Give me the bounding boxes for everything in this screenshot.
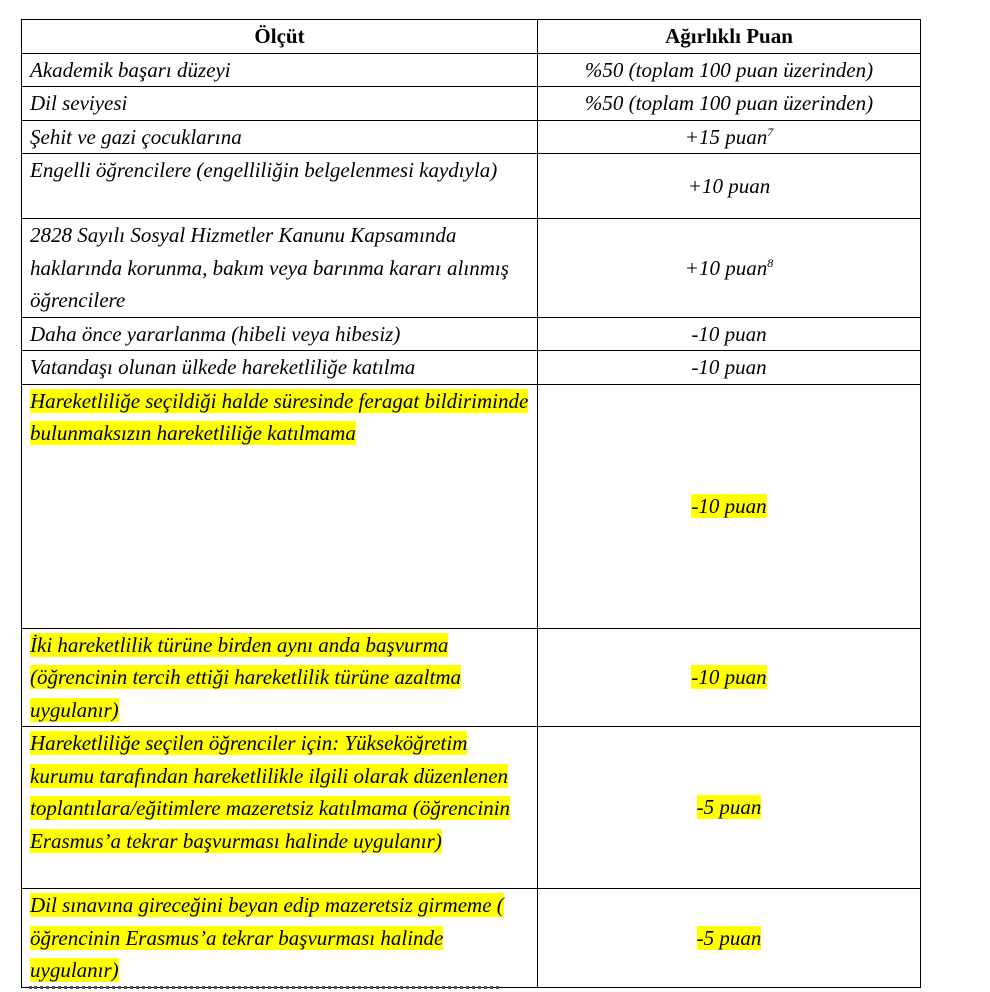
score-cell bbox=[538, 628, 921, 727]
table-row bbox=[22, 317, 921, 351]
table-row bbox=[22, 219, 921, 318]
cut-off-text-fragment bbox=[29, 986, 499, 992]
criterion-text: Daha önce yararlanma (hibeli veya hibesiz) bbox=[30, 321, 401, 346]
score-cell bbox=[538, 889, 921, 988]
footnote-marker: 7 bbox=[767, 124, 774, 139]
criterion-text: Engelli öğrencilere (engelliliğin belgelenmesi kaydıyla) bbox=[30, 158, 498, 182]
score-text: +15 puan bbox=[684, 124, 768, 149]
criterion-text: Vatandaşı olunan ülkede hareketliliğe katılma bbox=[30, 355, 416, 379]
criterion-column-header: Ölçüt bbox=[22, 20, 538, 54]
criterion-text: Şehit ve gazi çocuklarına bbox=[30, 124, 242, 149]
highlighted-score-text: -5 puan bbox=[696, 925, 762, 950]
criterion-cell bbox=[22, 727, 538, 889]
criterion-cell bbox=[22, 384, 538, 628]
criterion-cell bbox=[22, 219, 538, 318]
criteria-table bbox=[21, 19, 921, 988]
table-row bbox=[22, 384, 921, 628]
cut-off-text-line bbox=[29, 986, 499, 992]
criterion-cell bbox=[22, 317, 538, 351]
highlighted-criterion-text: Dil sınavına gireceğini beyan edip mazeretsiz girmeme ( öğrencinin Erasmus’a tekrar başvurması halinde uygulanır) bbox=[30, 893, 504, 982]
score-cell bbox=[538, 120, 921, 154]
highlighted-score-text: -5 puan bbox=[696, 795, 762, 820]
highlighted-criterion-text: İki hareketlilik türüne birden aynı anda başvurma (öğrencinin tercih ettiği hareketlilik türüne azaltma uygulanır) bbox=[30, 632, 461, 722]
highlighted-score-text: -10 puan bbox=[691, 493, 767, 518]
table-header-row bbox=[22, 20, 921, 54]
score-text: -10 puan bbox=[691, 321, 767, 346]
criterion-cell bbox=[22, 120, 538, 154]
criterion-text: Dil seviyesi bbox=[30, 91, 128, 115]
criterion-cell bbox=[22, 87, 538, 121]
score-text: -10 puan bbox=[691, 355, 767, 379]
criterion-cell bbox=[22, 154, 538, 219]
score-column-header: Ağırlıklı Puan bbox=[538, 20, 921, 54]
score-cell bbox=[538, 317, 921, 351]
highlighted-criterion-text: Hareketliliğe seçildiği halde süresinde feragat bildiriminde bulunmaksızın hareketliliğe katılmama bbox=[30, 388, 529, 445]
score-cell bbox=[538, 351, 921, 385]
score-cell bbox=[538, 87, 921, 121]
table-row bbox=[22, 53, 921, 87]
score-cell bbox=[538, 219, 921, 318]
highlighted-criterion-text: Hareketliliğe seçilen öğrenciler için: Yükseköğretim kurumu tarafından hareketlilikle ilgili olarak düzenlenen toplantılara/eğitimlere mazeretsiz katılmama (öğrencinin Erasmus’a tekrar başvurması halinde uygulanır) bbox=[30, 731, 511, 853]
score-cell bbox=[538, 727, 921, 889]
highlighted-score-text: -10 puan bbox=[691, 665, 767, 689]
criterion-cell bbox=[22, 889, 538, 988]
criterion-cell bbox=[22, 53, 538, 87]
score-text: +10 puan bbox=[684, 255, 768, 280]
table-row bbox=[22, 628, 921, 727]
score-text: %50 (toplam 100 puan üzerinden) bbox=[584, 91, 874, 115]
criterion-cell bbox=[22, 628, 538, 727]
score-text: %50 (toplam 100 puan üzerinden) bbox=[584, 57, 874, 82]
table-row bbox=[22, 351, 921, 385]
table-row bbox=[22, 154, 921, 219]
score-cell bbox=[538, 53, 921, 87]
criterion-text: Akademik başarı düzeyi bbox=[30, 57, 231, 82]
footnote-marker: 8 bbox=[767, 255, 774, 270]
score-text: +10 puan bbox=[687, 173, 771, 198]
table-row bbox=[22, 87, 921, 121]
score-cell bbox=[538, 154, 921, 219]
table-row bbox=[22, 120, 921, 154]
score-cell bbox=[538, 384, 921, 628]
table-row bbox=[22, 889, 921, 988]
criterion-text: 2828 Sayılı Sosyal Hizmetler Kanunu Kapsamında haklarında korunma, bakım veya barınma kararı alınmış öğrencilere bbox=[30, 223, 509, 312]
criterion-cell bbox=[22, 351, 538, 385]
table-row bbox=[22, 727, 921, 889]
